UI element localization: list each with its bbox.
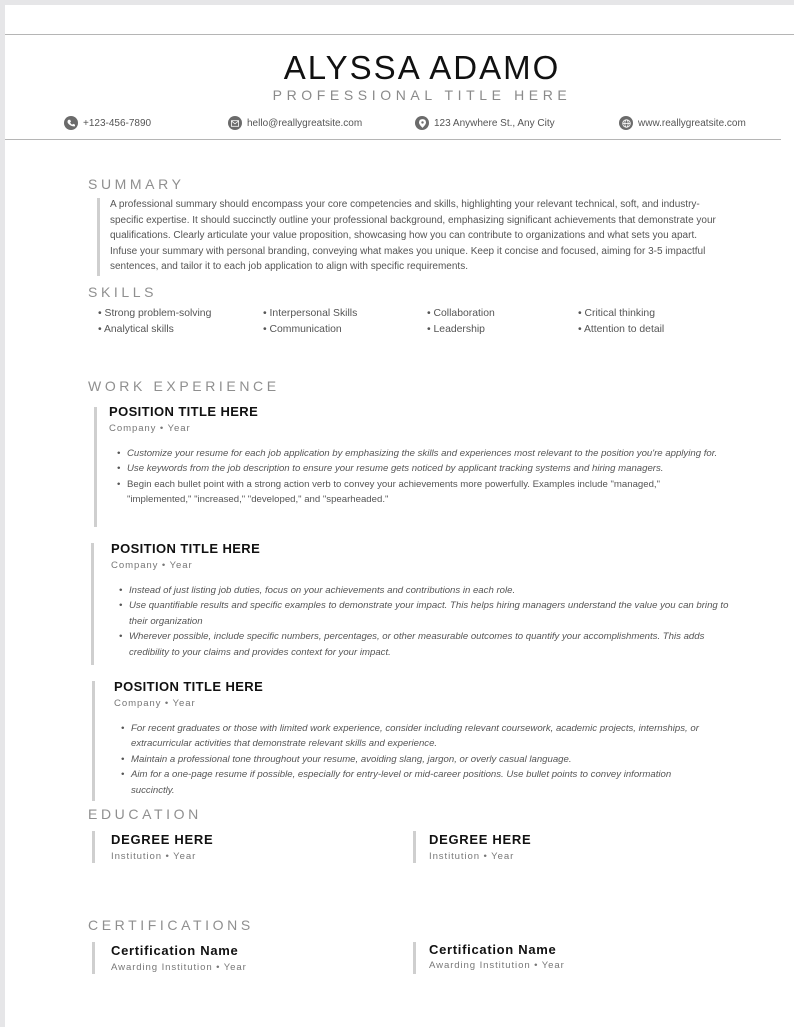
job-bullet: • Maintain a professional tone throughout your resume, avoiding slang, jargon, or overly casual language.: [121, 752, 701, 767]
job-bar: [91, 543, 94, 665]
certifications-heading: CERTIFICATIONS: [88, 917, 254, 933]
job-title: POSITION TITLE HERE: [109, 404, 259, 419]
degree-institution: Institution • Year: [111, 851, 197, 862]
certification-institution: Awarding Institution • Year: [111, 962, 247, 973]
location-icon: [415, 116, 429, 130]
certification-name: Certification Name: [111, 943, 239, 958]
skill-item: • Attention to detail: [578, 324, 665, 335]
job-bar: [92, 681, 95, 801]
address-text: 123 Anywhere St., Any City: [434, 117, 555, 129]
job-title: POSITION TITLE HERE: [111, 541, 261, 556]
job-bullet: • Begin each bullet point with a strong action verb to convey your achievements more powerfully. Examples include "managed," "implemented," "increased," "developed," and "spearheaded.": [117, 477, 722, 508]
job-bar: [94, 407, 97, 527]
job-bullets: [119, 583, 733, 660]
degree-institution: Institution • Year: [429, 851, 515, 862]
summary-heading: SUMMARY: [88, 176, 185, 192]
job-company-year: Company • Year: [111, 560, 193, 571]
candidate-name: ALYSSA ADAMO: [283, 49, 561, 86]
job-bullet: • For recent graduates or those with limited work experience, consider including relevant coursework, academic projects, internships, or extracurricular activities that demonstrate relevant skills and experience.: [121, 721, 701, 752]
skill-item: • Critical thinking: [578, 308, 655, 319]
degree-title: DEGREE HERE: [111, 832, 214, 847]
skill-item: • Analytical skills: [98, 324, 174, 335]
globe-icon: [619, 116, 633, 130]
phone-text: +123-456-7890: [83, 117, 152, 129]
job-bullets: [117, 446, 722, 508]
job-bullets: [121, 721, 701, 798]
certification-bar: [413, 942, 416, 974]
job-company-year: Company • Year: [109, 423, 191, 434]
skill-item: • Collaboration: [427, 308, 495, 319]
contact-email: [228, 113, 362, 133]
job-bullet: • Customize your resume for each job application by emphasizing the skills and experiences most relevant to the position you're applying for.: [117, 446, 722, 461]
summary-text: A professional summary should encompass your core competencies and skills, highlighting your relevant technical, soft, and industry-specific expertise. It should succinctly outline your professional background, emphasizing significant achievements that demonstrate your qualifications. Clearly articulate your value proposition, showcasing how you can contribute to organizations and what sets you apart. Infuse your summary with personal branding, conveying what makes you unique. Keep it concise and focused, aiming for 3-5 impactful sentences, and tailor it to each job application to align with specific requirements.: [110, 199, 716, 273]
job-bullet: • Aim for a one-page resume if possible, especially for entry-level or mid-career positions. Use bullet points to convey information succinctly.: [121, 767, 701, 798]
job-bullet: • Use quantifiable results and specific examples to demonstrate your impact. This helps hiring managers understand the value you can bring to their organization: [119, 598, 733, 629]
summary-bar: [97, 198, 100, 276]
contact-address: [415, 113, 555, 133]
job-title: POSITION TITLE HERE: [114, 679, 264, 694]
skill-item: • Communication: [263, 324, 342, 335]
skill-item: • Interpersonal Skills: [263, 308, 358, 319]
email-icon: [228, 116, 242, 130]
contact-phone: [64, 113, 151, 133]
job-bullet: • Wherever possible, include specific numbers, percentages, or other measurable outcomes to quantify your accomplishments. This adds credibility to your claims and provides context for your impact.: [119, 629, 733, 660]
job-company-year: Company • Year: [114, 698, 196, 709]
education-bar: [92, 831, 95, 863]
certification-name: Certification Name: [429, 942, 557, 957]
phone-icon: [64, 116, 78, 130]
top-divider: [5, 34, 794, 35]
job-bullet: • Use keywords from the job description to ensure your resume gets noticed by applicant tracking systems and hiring managers.: [117, 461, 722, 476]
skills-heading: SKILLS: [88, 284, 158, 300]
job-bullet: • Instead of just listing job duties, focus on your achievements and contributions in each role.: [119, 583, 733, 598]
certification-institution: Awarding Institution • Year: [429, 960, 565, 971]
header-divider: [5, 139, 781, 140]
experience-heading: WORK EXPERIENCE: [88, 378, 280, 394]
degree-title: DEGREE HERE: [429, 832, 532, 847]
email-text[interactable]: hello@reallygreatsite.com: [247, 117, 363, 129]
certification-bar: [92, 942, 95, 974]
resume-page: [5, 5, 794, 1027]
skill-item: • Strong problem-solving: [98, 308, 212, 319]
skill-item: • Leadership: [427, 324, 485, 335]
contact-website: [619, 113, 746, 133]
education-bar: [413, 831, 416, 863]
education-heading: EDUCATION: [88, 806, 202, 822]
professional-title: PROFESSIONAL TITLE HERE: [272, 87, 572, 103]
website-text[interactable]: www.reallygreatsite.com: [638, 117, 746, 129]
